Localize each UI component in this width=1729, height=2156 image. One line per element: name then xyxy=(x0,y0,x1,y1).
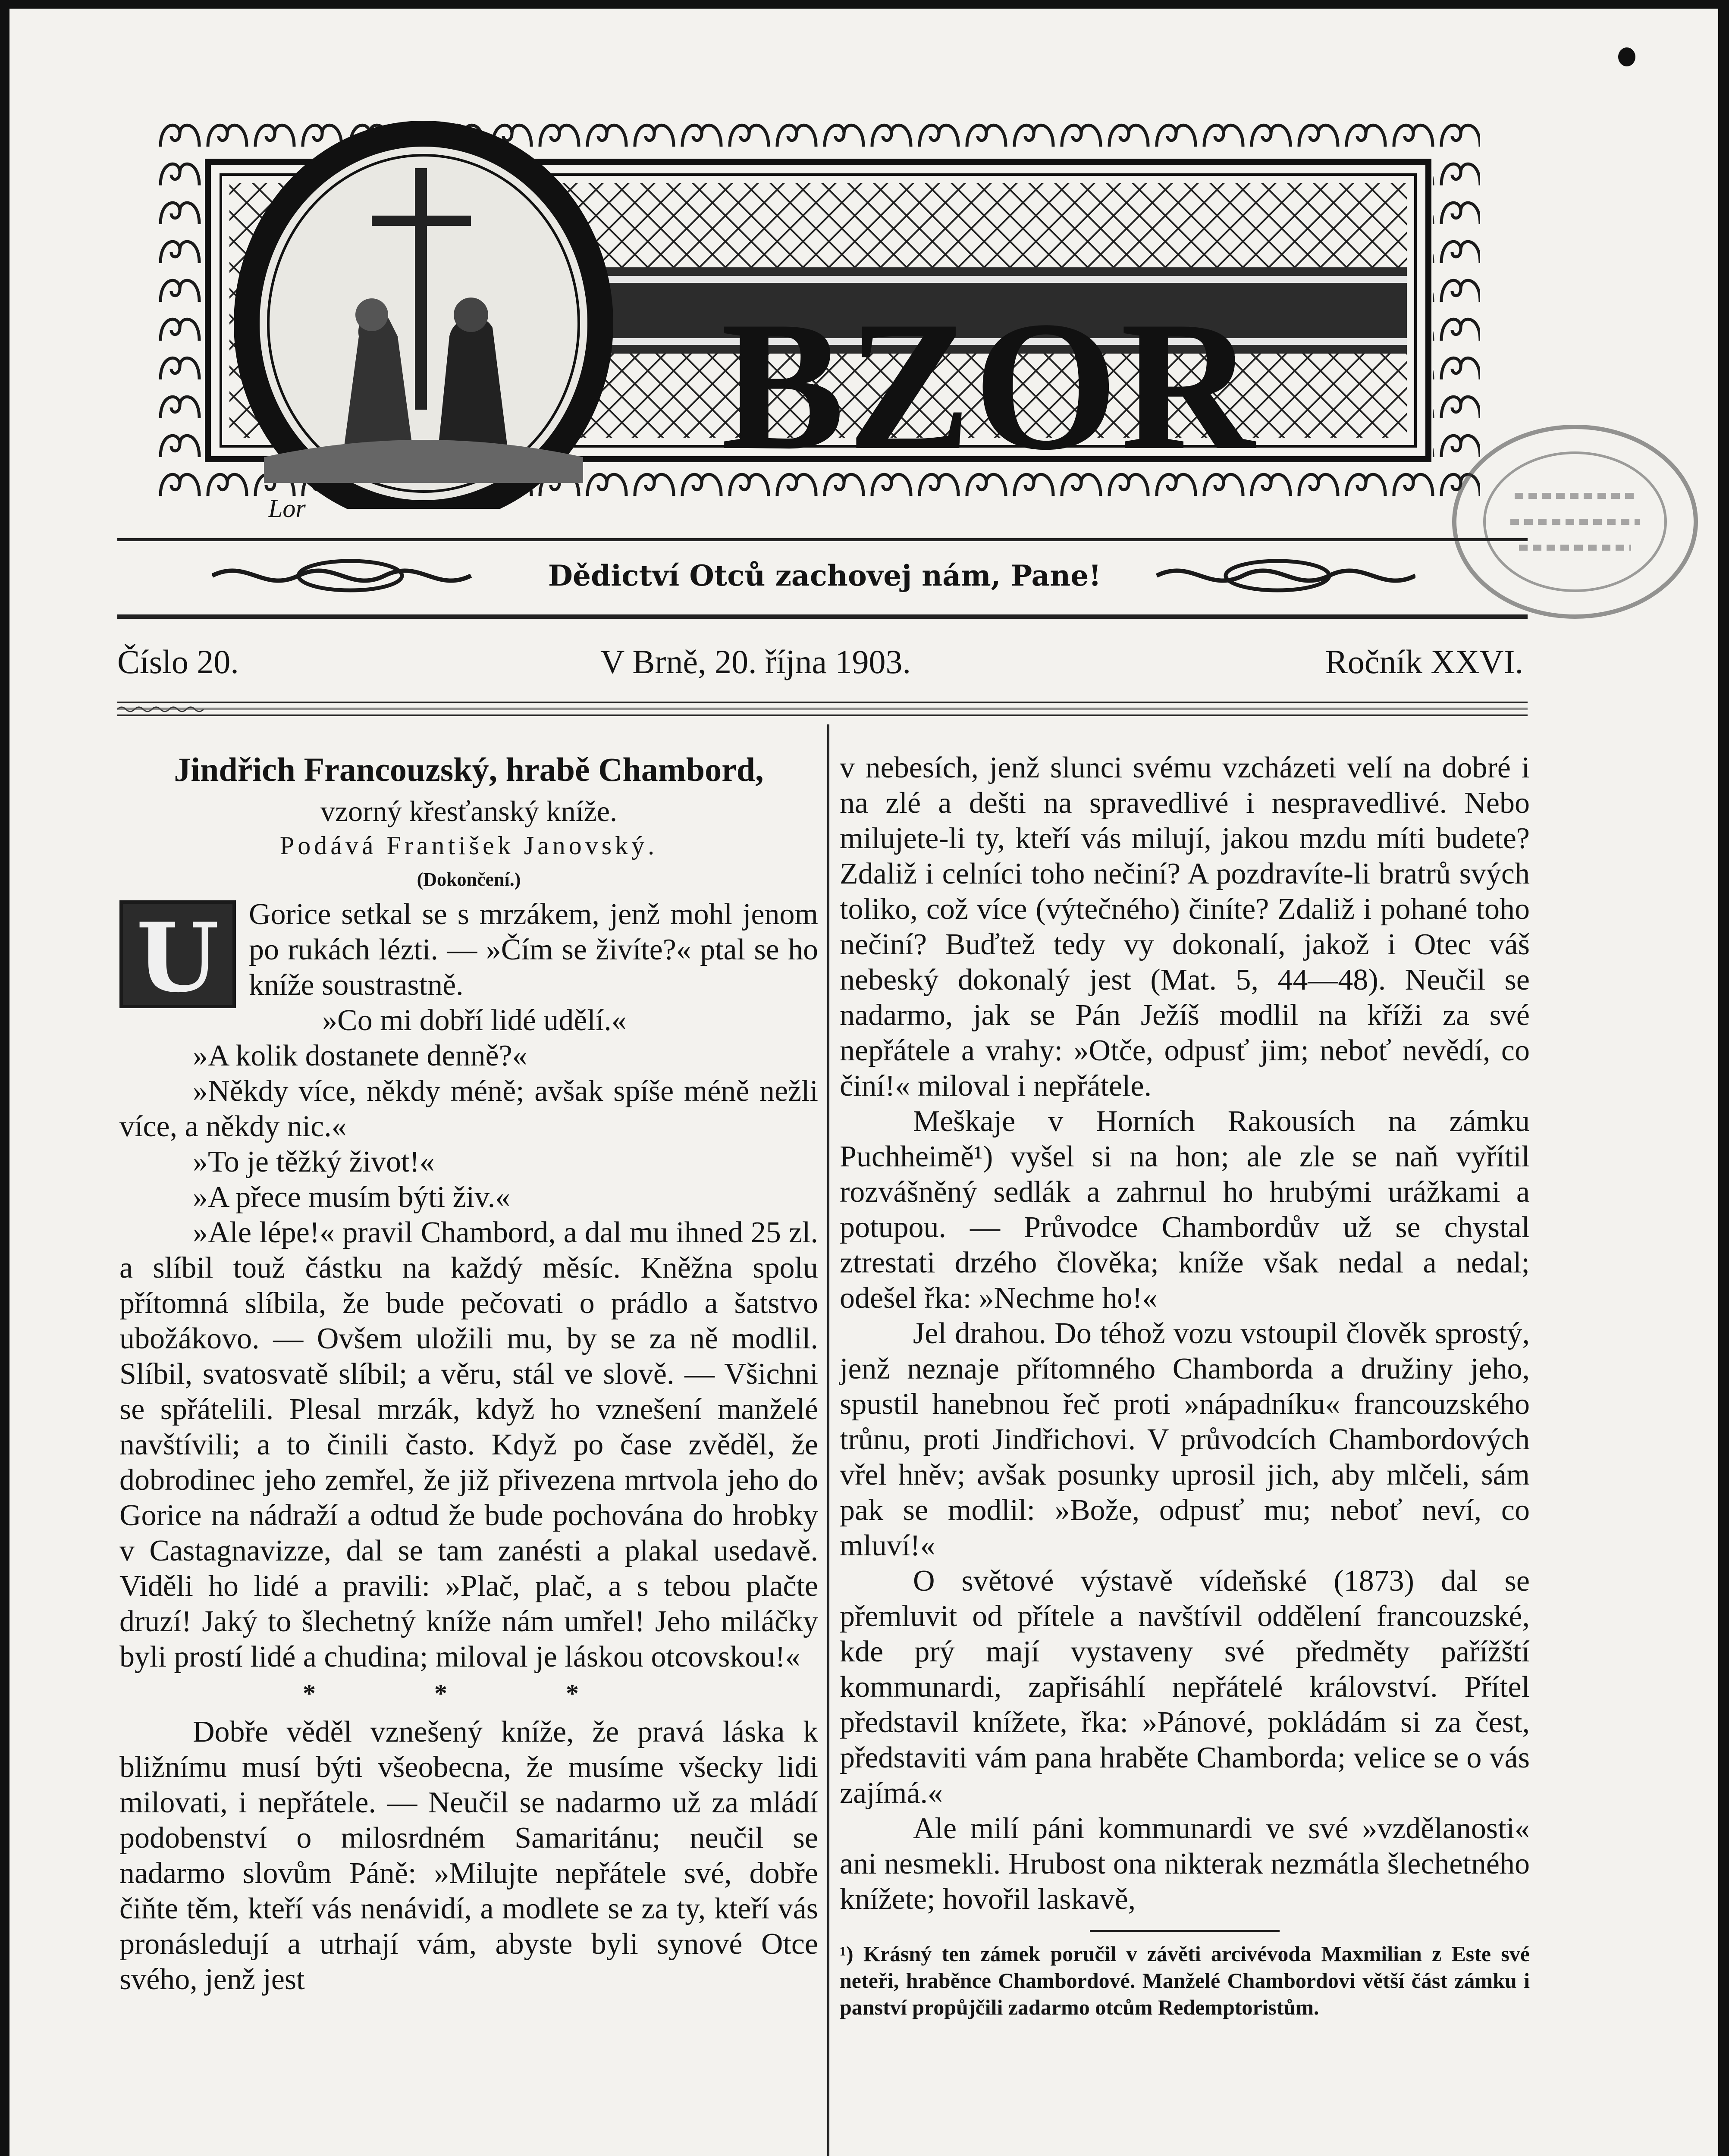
article-title: Jindřich Francouzský, hrabě Chambord, xyxy=(174,751,764,788)
paragraph: Jel drahou. Do téhož vozu vstoupil člověk sprostý, jenž neznaje přítomného Chamborda a družiny jeho, spustil hanebnou řeč proti »nápadníku« francouzského trůnu, proti Jindřichovi. V průvodcích Chambordových vřel hněv; avšak posunky uprosil jich, aby mlčeli, sám pak se modlil: »Bože, odpusť mu; neboť neví, co mluví!« xyxy=(840,1317,1530,1562)
paragraph: Meškaje v Horních Rakousích na zámku Puchheimě¹) vyšel si na hon; ale zle se naň vyřítil rozvášněný sedlák a zahrnul ho hrubými urážkami a potupou. — Průvodce Chambordův už se chystal ztrestati drzého člověka; kníže však nedal a nedal; odešel řka: »Nechme ho!« xyxy=(840,1105,1530,1315)
paragraph: Dobře věděl vznešený kníže, že pravá láska k bližnímu musí býti všeobecna, že musíme všecky lidi milovati, i nepřátele. — Neučil se nadarmo už za mládí podobenství o milosrdném Samaritánu; neučil se nadarmo slovům Páně: »Milujte nepřátele své, dobře čiňte těm, kteří vás nenávidí, a modlete se za ty, kteří vás pronásledují a utrhají vám, abyste byli synové Otce svého, jenž jest xyxy=(119,1715,818,1996)
wavy-rule xyxy=(117,701,1528,718)
paragraph: O světové výstavě vídeňské (1873) dal se přemluvit od přítele a navštívil oddělení francouzské, kde prý mají vystaveny své předměty pařížští kommunardi, zapřisáhlí nepřátelé království. Přítel představil knížete, řka: »Pánové, pokládám si za čest, představiti vám pana hraběte Chamborda; velice se o vás zajímá.« xyxy=(840,1564,1530,1810)
article-opening xyxy=(119,897,818,1013)
article-continued: (Dokončení.) xyxy=(417,869,521,890)
dropcap-letter: U xyxy=(119,900,236,1008)
masthead-motto: Dědictví Otců zachovej nám, Pane! xyxy=(548,559,1101,592)
ink-dot xyxy=(1618,47,1635,66)
masthead-rule-bottom xyxy=(117,614,1528,619)
newspaper-page xyxy=(9,9,1718,2156)
paragraph: »To je těžký život!« xyxy=(193,1145,435,1178)
paragraph: v nebesích, jenž slunci svému vzcházeti velí na dobré i na zlé a dešti na spravedlivé i nespravedlivé. Nebo milujete-li ty, kteří vás milují, jakou mzdu míti budete? Zdaliž i celníci toho nečiní? A pozdravíte-li bratrů svých toliko, což více (výtečného) činíte? Zdaliž i pohané toho nečiní? Buďtež tedy vy dokonalí, jakož i Otec váš nebeský dokonalý jest (Mat. 5, 44—48). Neučil se nadarmo, jak se Pán Ježíš modlil na kříži za své nepřátele a vrahy: »Otče, odpusť jim; neboť nevědí, co činí!« miloval i nepřátele. xyxy=(840,751,1530,1103)
footnote-rule xyxy=(1090,1930,1280,1932)
masthead-ornament xyxy=(156,112,1480,509)
masthead-rule-top xyxy=(117,538,1528,541)
section-separator: * * * xyxy=(303,1679,635,1708)
issue-info-line xyxy=(117,634,1523,690)
paragraph: Gorice setkal se s mrzákem, jenž mohl jenom po rukách lézti. — »Čím se živíte?« ptal se ho kníže soustrastně. xyxy=(249,898,818,1002)
left-column xyxy=(119,750,818,1997)
article-author: Podává František Janovský. xyxy=(279,831,658,860)
issue-volume: Ročník XXVI. xyxy=(1325,643,1523,680)
paragraph: »A kolik dostanete denně?« xyxy=(193,1039,527,1072)
footnote: ¹) Krásný ten zámek poručil v závěti arcivévoda Maxmilian z Este své neteři, hraběnce Chambordové. Manželé Chambordovi větší část zámku i panství propůjčili zadarmo otcům Redemptoristům. xyxy=(840,1942,1530,2019)
paragraph: »A přece musím býti živ.« xyxy=(193,1181,511,1214)
paragraph: Ale milí páni kommunardi ve své »vzdělanosti« ani nesmekli. Hrubost ona nikterak nezmátla šlechetného knížete; hovořil laskavě, xyxy=(840,1812,1530,1916)
motto-ornament-right xyxy=(1139,556,1415,595)
right-column xyxy=(840,750,1530,2021)
paragraph: »Co mi dobří lidé udělí.« xyxy=(322,1004,627,1037)
column-divider xyxy=(827,724,829,2156)
masthead-title: BZOR xyxy=(721,283,1257,489)
issue-place-date: V Brně, 20. října 1903. xyxy=(600,643,911,680)
paragraph: »Ale lépe!« pravil Chambord, a dal mu ihned 25 zl. a slíbil touž částku na každý měsíc. Kněžna spolu přítomná slíbila, že bude pečovati o prádlo a šatstvo ubožákovo. — Ovšem uložili mu, by se za ně modlil. Slíbil, svatosvatě slíbil; a věru, stál ve slově. — Všichni se spřátelili. Plesal mrzák, když ho vznešení manželé navštívili; a to činili často. Když po čase zvěděl, že dobrodinec jeho zemřel, že již přivezena mrtvola jeho do Gorice na nádraží a odtud že bude pochována do hrobky v Castagnavizze, dal se tam zanésti a plakal usedavě. Viděli ho lidé a pravili: »Plač, plač, a s tebou plačte druzí! Jaký to šlechetný kníže nám umřel! Jeho miláčky byli prostí lidé a chudina; miloval je láskou otcovskou!« xyxy=(119,1216,818,1673)
paragraph: »Někdy více, někdy méně; avšak spíše méně nežli více, a někdy nic.« xyxy=(119,1075,818,1143)
article-subtitle: vzorný křesťanský kníže. xyxy=(320,795,618,827)
issue-number: Číslo 20. xyxy=(117,643,239,680)
masthead-signature: Lor xyxy=(268,494,306,523)
library-stamp xyxy=(1446,410,1704,634)
